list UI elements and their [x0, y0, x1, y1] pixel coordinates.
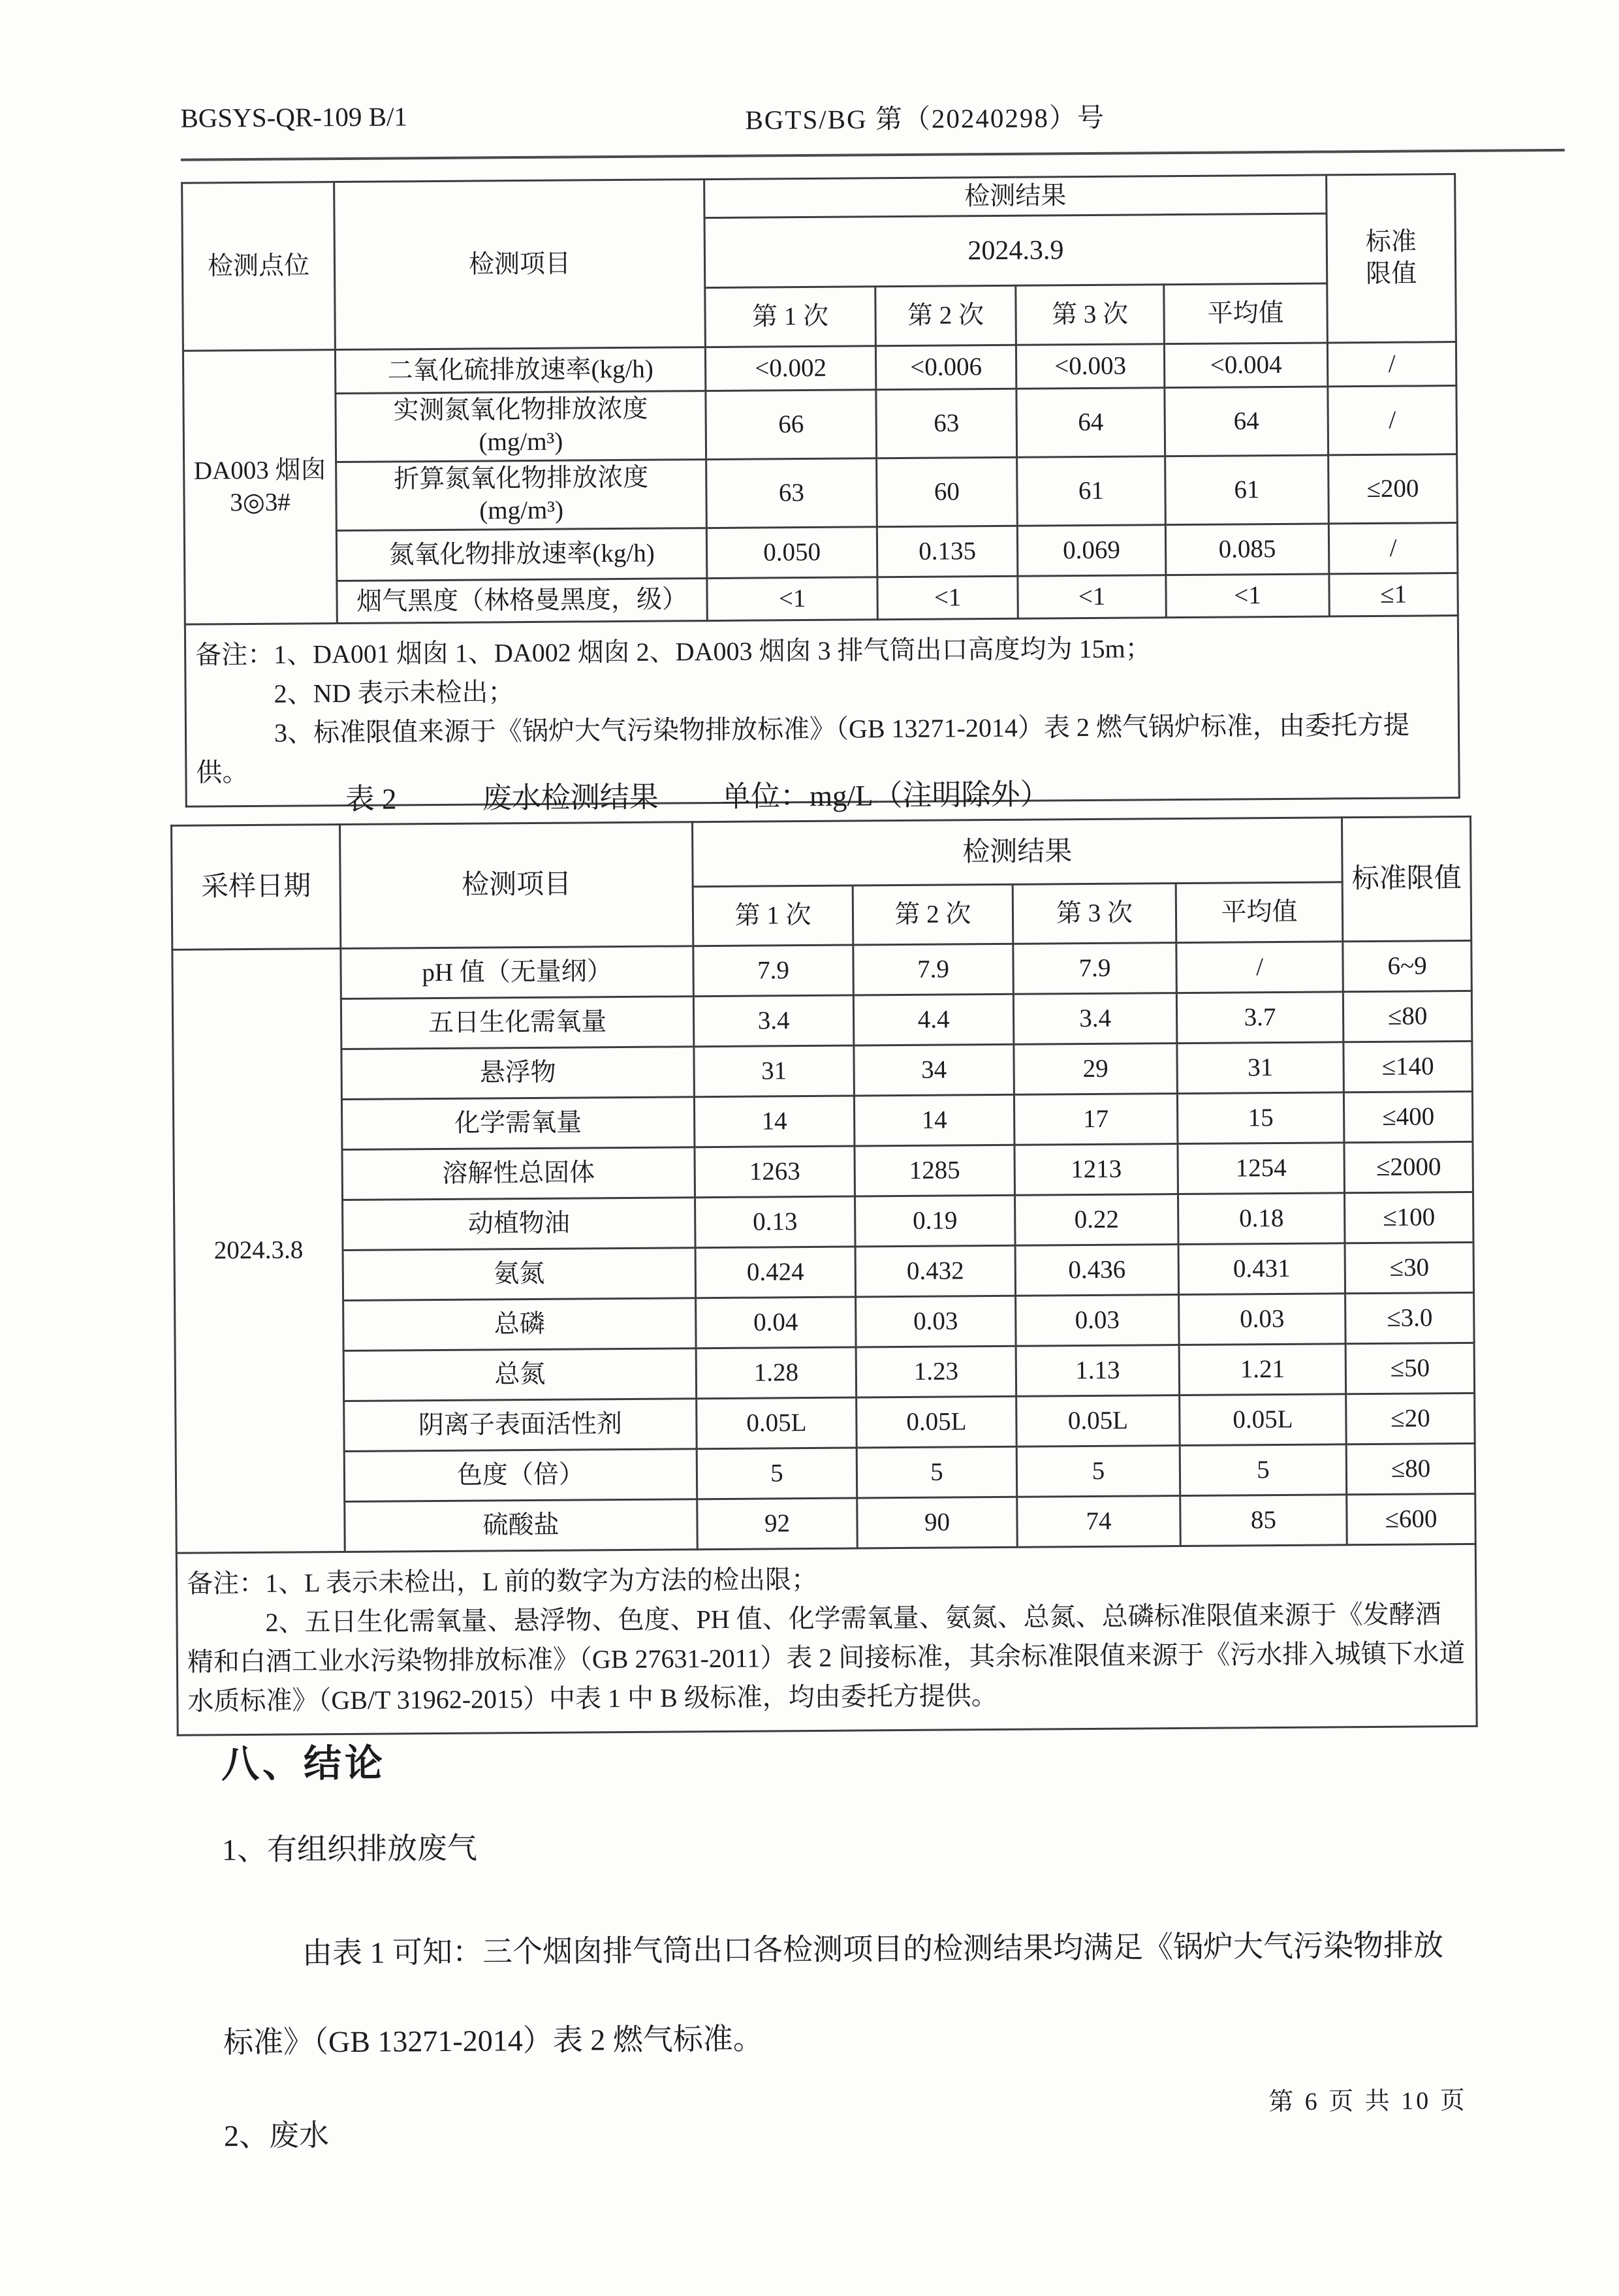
- value-cell: 60: [877, 457, 1018, 526]
- table-row: [183, 386, 1457, 464]
- wastewater-results-table: [170, 816, 1478, 1736]
- value-cell: 90: [857, 1497, 1018, 1548]
- limit-cell: ≤50: [1345, 1343, 1475, 1394]
- header-rule: [181, 149, 1565, 161]
- value-cell: 0.03: [856, 1296, 1016, 1347]
- value-cell: 0.05L: [1016, 1395, 1180, 1447]
- value-cell: <0.002: [705, 346, 875, 391]
- value-cell: 5: [697, 1448, 857, 1499]
- value-cell: 7.9: [693, 945, 854, 997]
- value-cell: 1254: [1178, 1143, 1345, 1194]
- value-cell: 1263: [695, 1146, 855, 1198]
- value-cell: 14: [694, 1096, 855, 1147]
- value-cell: 0.085: [1165, 524, 1329, 575]
- col-header-point: 检测点位: [182, 182, 336, 351]
- value-cell: 1.23: [856, 1346, 1016, 1397]
- table-row: [174, 1192, 1474, 1251]
- col-header-avg: 平均值: [1176, 882, 1343, 943]
- col-header-item: 检测项目: [334, 180, 706, 350]
- value-cell: 0.05L: [857, 1396, 1017, 1448]
- conclusion-paragraph: 由表 1 可知：三个烟囱排气筒出口各检测项目的检测结果均满足《锅炉大气污染物排放标准》（GB 13271-2014）表 2 燃气标准。: [223, 1928, 1444, 2060]
- conclusion-item-2: 2、废水: [223, 2118, 330, 2153]
- value-cell: 0.432: [855, 1245, 1016, 1297]
- value-cell: 66: [706, 390, 877, 460]
- col-header-avg: 平均值: [1164, 283, 1328, 344]
- report-number: BGTS/BG 第（20240298）号: [745, 102, 1106, 135]
- value-cell: 3.4: [693, 995, 854, 1047]
- limit-cell: ≤3.0: [1345, 1292, 1475, 1343]
- col-header-item: 检测项目: [340, 822, 693, 949]
- value-cell: 31: [1177, 1042, 1344, 1094]
- col-header-run2: 第 2 次: [853, 884, 1013, 945]
- value-cell: 1.28: [696, 1347, 857, 1399]
- conclusion-item-1: 1、有组织排放废气: [221, 1831, 478, 1867]
- limit-cell: ≤400: [1344, 1091, 1473, 1142]
- limit-cell: ≤140: [1344, 1041, 1473, 1092]
- table2-notes: 备注：1、L 表示未检出，L 前的数字为方法的检出限； 2、五日生化需氧量、悬浮物、色度、PH 值、化学需氧量、氨氮、总氮、总磷标准限值来源于《发酵酒精和白酒工业水污染物排放标准》（GB 27631-2011）表 2 间接标准，其余标准限值来源于《污水排入城镇下水道水质标准》（GB/T 31962-2015）中表 1 中 B 级标准，均由委托方提供。: [176, 1544, 1477, 1735]
- limit-cell: ≤80: [1343, 991, 1472, 1042]
- item-cell: 溶解性总固体: [342, 1147, 695, 1200]
- value-cell: 0.05L: [1180, 1394, 1347, 1446]
- col-header-run2: 第 2 次: [875, 285, 1016, 345]
- value-cell: <0.003: [1016, 344, 1164, 389]
- limit-cell: ≤80: [1346, 1443, 1475, 1494]
- value-cell: 31: [694, 1045, 855, 1097]
- table-row: [176, 1443, 1475, 1503]
- col-header-date: 采样日期: [172, 825, 341, 950]
- item-cell: 悬浮物: [341, 1047, 695, 1100]
- table-row: [176, 1393, 1475, 1452]
- value-cell: 7.9: [1013, 943, 1177, 995]
- value-cell: 0.050: [706, 527, 877, 579]
- item-cell: 总氮: [343, 1348, 697, 1401]
- limit-cell: ≤1: [1329, 573, 1458, 616]
- col-header-run3: 第 3 次: [1013, 884, 1176, 944]
- value-cell: 0.069: [1017, 525, 1166, 577]
- limit-cell: ≤2000: [1344, 1141, 1473, 1192]
- limit-cell: ≤30: [1345, 1242, 1474, 1293]
- limit-cell: ≤20: [1346, 1393, 1475, 1444]
- value-cell: <0.004: [1164, 343, 1327, 388]
- limit-cell: /: [1327, 342, 1456, 387]
- table-row: [174, 1141, 1473, 1201]
- sampling-date-cell: 2024.3.8: [172, 949, 345, 1554]
- value-cell: 74: [1017, 1496, 1181, 1548]
- value-cell: 0.13: [695, 1196, 856, 1248]
- value-cell: 85: [1180, 1495, 1347, 1546]
- value-cell: 0.03: [1179, 1294, 1346, 1345]
- item-cell: 折算氮氧化物排放浓度 (mg/m³): [336, 460, 707, 531]
- item-cell: 二氧化硫排放速率(kg/h): [335, 347, 705, 394]
- value-cell: 34: [854, 1044, 1014, 1096]
- value-cell: 92: [697, 1498, 858, 1550]
- conclusion-heading: 八、结论: [221, 1742, 386, 1786]
- value-cell: 14: [854, 1094, 1014, 1146]
- col-header-limit: 标准 限值: [1327, 174, 1456, 343]
- item-cell: 总磷: [343, 1298, 697, 1351]
- col-header-run3: 第 3 次: [1016, 285, 1165, 345]
- monitoring-point-cell: DA003 烟囱3◎3#: [183, 350, 337, 625]
- value-cell: 1285: [855, 1145, 1015, 1196]
- flue-gas-results-table: [181, 173, 1460, 808]
- table-row: [175, 1292, 1475, 1352]
- limit-cell: 6~9: [1343, 940, 1472, 991]
- value-cell: 4.4: [853, 994, 1014, 1045]
- page-header: [180, 93, 1564, 142]
- table2-label: 表 2: [345, 782, 397, 816]
- value-cell: 1.13: [1016, 1345, 1180, 1397]
- table-notes-row: [176, 1544, 1477, 1735]
- item-cell: 化学需氧量: [341, 1097, 695, 1150]
- table2-title: [345, 770, 1049, 818]
- table-row: [184, 454, 1458, 532]
- table-row: [176, 1493, 1476, 1553]
- limit-cell: /: [1328, 523, 1458, 574]
- col-header-run1: 第 1 次: [693, 885, 853, 946]
- item-cell: 烟气黑度（林格曼黑度，级）: [337, 579, 707, 624]
- value-cell: 0.03: [1016, 1295, 1180, 1347]
- item-cell: 阴离子表面活性剂: [344, 1399, 697, 1452]
- value-cell: <1: [1018, 575, 1166, 619]
- value-cell: 0.22: [1014, 1194, 1178, 1246]
- value-cell: 1213: [1014, 1144, 1178, 1196]
- value-cell: 5: [857, 1446, 1017, 1498]
- value-cell: 1.21: [1179, 1344, 1346, 1395]
- value-cell: <1: [877, 576, 1018, 619]
- value-cell: 63: [706, 458, 877, 528]
- value-cell: 0.436: [1015, 1245, 1179, 1296]
- limit-cell: /: [1328, 386, 1457, 455]
- table-row: [184, 523, 1458, 582]
- value-cell: 29: [1014, 1044, 1178, 1095]
- value-cell: <1: [707, 577, 877, 621]
- item-cell: pH 值（无量纲）: [341, 946, 694, 999]
- table2-unit: 单位：mg/L（注明除外）: [721, 778, 1050, 813]
- table2-name: 废水检测结果: [482, 780, 659, 815]
- table-header-row: [172, 816, 1471, 890]
- item-cell: 硫酸盐: [345, 1499, 698, 1552]
- value-cell: <0.006: [875, 345, 1016, 389]
- value-cell: 15: [1177, 1092, 1344, 1144]
- sampling-date: 2024.3.9: [704, 214, 1327, 288]
- limit-cell: ≤600: [1347, 1493, 1476, 1544]
- item-cell: 动植物油: [343, 1198, 696, 1251]
- col-header-limit: 标准限值: [1342, 816, 1471, 941]
- limit-cell: ≤200: [1328, 454, 1458, 524]
- value-cell: 0.18: [1178, 1193, 1345, 1245]
- table-row: [173, 1091, 1473, 1151]
- value-cell: 3.4: [1013, 993, 1177, 1045]
- table1-notes: 备注：1、DA001 烟囱 1、DA002 烟囱 2、DA003 烟囱 3 排气筒出口高度均为 15m； 2、ND 表示未检出； 3、标准限值来源于《锅炉大气污染物排放标准》（GB 13271-2014）表 2 燃气锅炉标准，由委托方提供。: [185, 616, 1459, 807]
- value-cell: /: [1176, 942, 1344, 993]
- value-cell: 0.431: [1178, 1243, 1345, 1295]
- value-cell: 0.424: [695, 1247, 856, 1298]
- form-code: BGSYS-QR-109 B/1: [180, 101, 408, 133]
- value-cell: 0.19: [855, 1195, 1015, 1247]
- col-header-run1: 第 1 次: [705, 287, 876, 347]
- value-cell: 0.05L: [697, 1397, 857, 1449]
- table-row: [172, 991, 1472, 1050]
- table-row: [174, 1242, 1474, 1301]
- item-cell: 五日生化需氧量: [341, 997, 694, 1049]
- value-cell: 17: [1014, 1094, 1178, 1145]
- value-cell: 63: [876, 389, 1017, 458]
- page-number: 第 6 页 共 10 页: [1268, 2087, 1468, 2116]
- value-cell: 64: [1016, 388, 1165, 458]
- item-cell: 色度（倍）: [344, 1449, 697, 1502]
- col-header-result: 检测结果: [692, 818, 1342, 887]
- value-cell: 64: [1165, 387, 1328, 456]
- value-cell: 3.7: [1176, 992, 1344, 1044]
- item-cell: 实测氮氧化物排放浓度 (mg/m³): [336, 391, 706, 462]
- table-row: [173, 1041, 1473, 1100]
- table-row: [175, 1343, 1475, 1402]
- item-cell: 氮氧化物排放速率(kg/h): [336, 528, 707, 581]
- limit-cell: ≤100: [1344, 1192, 1473, 1243]
- item-cell: 氨氮: [343, 1248, 696, 1301]
- value-cell: 0.04: [696, 1297, 857, 1348]
- value-cell: 61: [1017, 456, 1166, 526]
- col-header-result: 检测结果: [704, 175, 1327, 218]
- value-cell: 61: [1165, 455, 1329, 525]
- table-row: [172, 940, 1472, 1000]
- value-cell: 0.135: [877, 526, 1018, 577]
- value-cell: 7.9: [853, 944, 1014, 995]
- value-cell: <1: [1166, 574, 1329, 618]
- value-cell: 5: [1180, 1444, 1347, 1496]
- value-cell: 5: [1016, 1446, 1180, 1497]
